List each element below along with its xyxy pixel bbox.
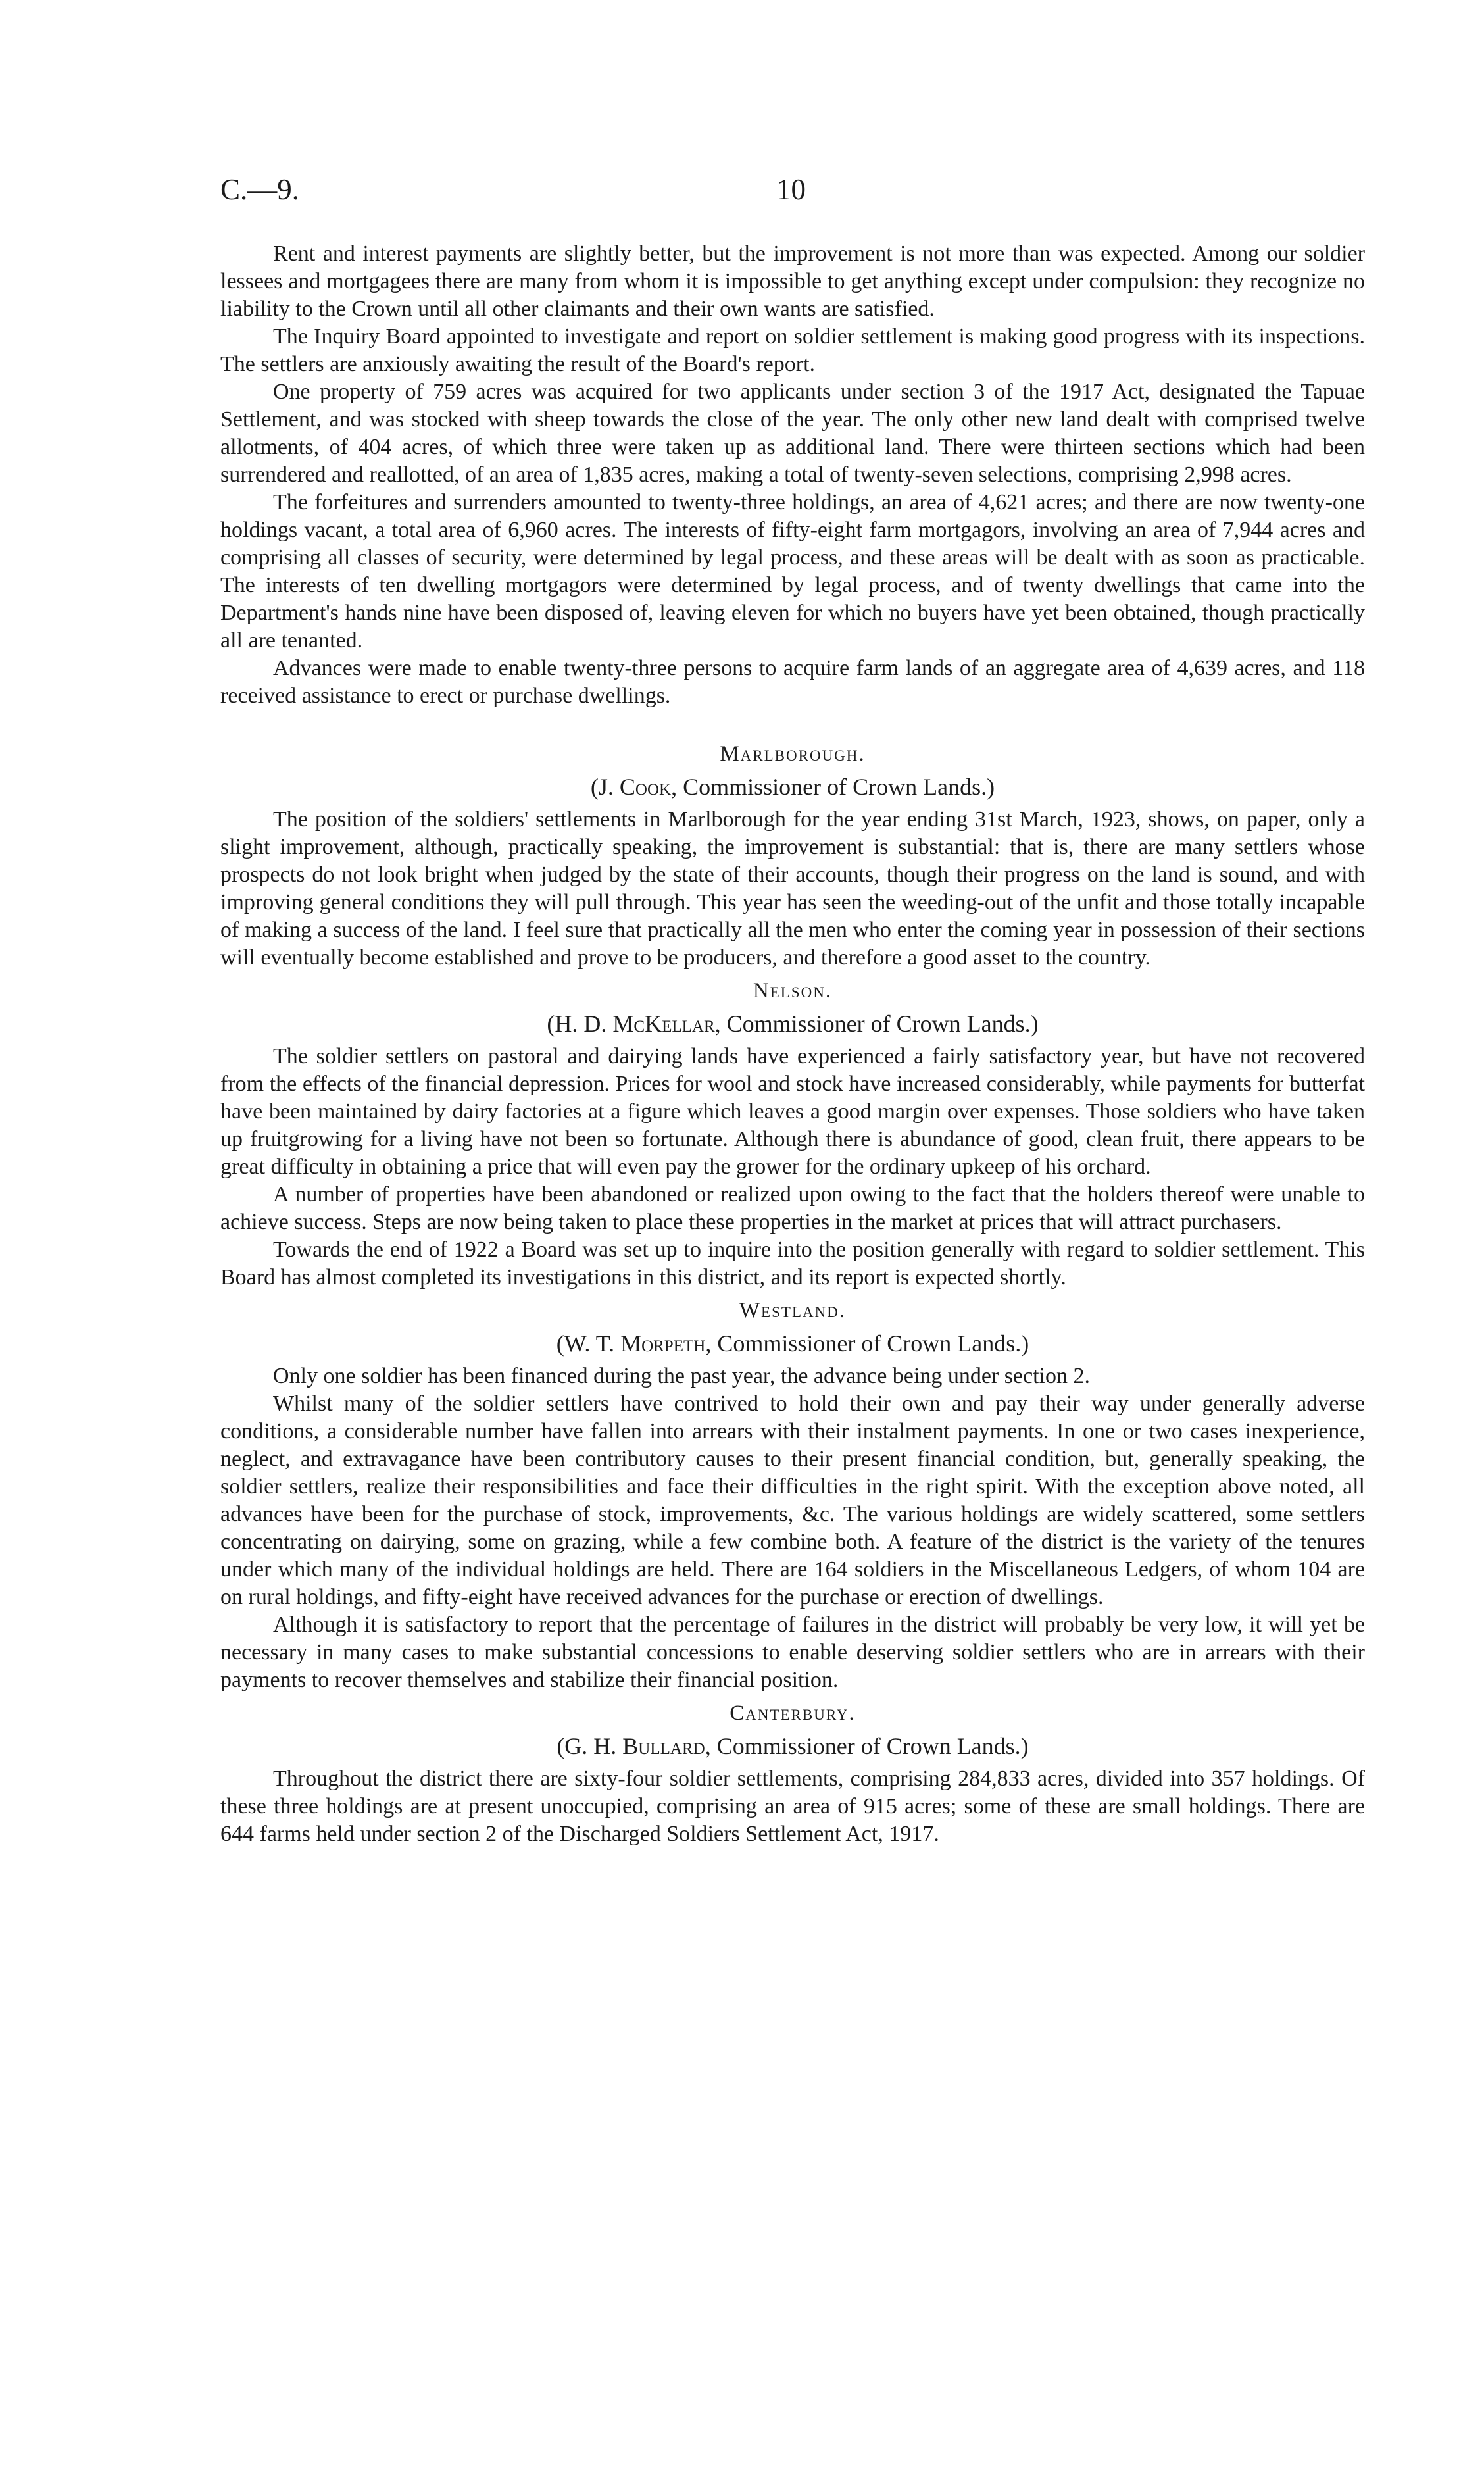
commissioner-name: Bullard [622,1733,705,1759]
document-reference: C.—9. [220,173,300,206]
westland-section [220,1297,1365,1694]
commissioner-suffix: , Commissioner of Crown Lands.) [705,1330,1029,1357]
paragraph: Rent and interest payments are slightly better, but the improvement is not more than was expected. Among our soldier lessees and mortgagees there are many from whom it is impossible to get anything except under compulsion: they recognize no liability to the Crown until all other claimants and their own wants are satisfied. [220,241,1365,321]
intro-section [220,240,1365,710]
section-spacer [220,710,1365,735]
commissioner-prefix: (G. H. [556,1733,623,1759]
paragraph: The Inquiry Board appointed to investigate and report on soldier settlement is making good progress with its inspections. The settlers are anxiously awaiting the result of the Board's report. [220,324,1365,376]
paragraph: Whilst many of the soldier settlers have contrived to hold their own and pay their way under generally adverse conditions, a considerable number have fallen into arrears with their instalment payments. In one or two cases inexperience, neglect, and extravagance have been contributory causes to their present financial condition, but, generally speaking, the soldier settlers, realize their responsibilities and face their difficulties in the right spirit. With the exception above noted, all advances have been for the purchase of stock, improvements, &c. The various holdings are widely scattered, some settlers concentrating on dairying, some on grazing, while a few combine both. A feature of the district is the variety of the tenures under which many of the individual holdings are held. There are 164 soldiers in the Miscellaneous Ledgers, of whom 104 are on rural holdings, and fifty-eight have received advances for the purchase or erection of dwellings. [220,1391,1365,1609]
commissioner-suffix: , Commissioner of Crown Lands.) [671,774,995,800]
nelson-section [220,977,1365,1291]
commissioner-line [220,1732,1365,1760]
canterbury-section [220,1699,1365,1848]
paragraph: Advances were made to enable twenty-three persons to acquire farm lands of an aggregate area of 4,639 acres, and 118 received assistance to erect or purchase dwellings. [220,656,1365,708]
section-heading: Nelson. [753,979,833,1003]
commissioner-prefix: (H. D. [547,1011,613,1037]
paragraph: Only one soldier has been financed during the past year, the advance being under section 2. [273,1364,1091,1388]
section-heading: Westland. [739,1299,847,1322]
paragraph: The forfeitures and surrenders amounted to twenty-three holdings, an area of 4,621 acres; and there are now twenty-one holdings vacant, a total area of 6,960 acres. The interests of fifty-eight farm mortgagors, involving an area of 7,944 acres and comprising all classes of security, were determined by legal process, and these areas will be dealt with as soon as practicable. The interests of ten dwelling mortgagors were determined by legal process, and of twenty dwellings that came into the Department's hands nine have been disposed of, leaving eleven for which no buyers have yet been obtained, though practically all are tenanted. [220,490,1365,653]
commissioner-line [220,773,1365,801]
section-heading: Canterbury. [730,1701,856,1725]
paragraph: The soldier settlers on pastoral and dairying lands have experienced a fairly satisfactory year, but have not recovered from the effects of the financial depression. Prices for wool and stock have increased considerably, while payments for butterfat have been maintained by dairy factories at a figure which leaves a good margin over expenses. Those soldiers who have taken up fruitgrowing for a living have not been so fortunate. Although there is abundance of good, clean fruit, there appears to be great difficulty in obtaining a price that will even pay the grower for the ordinary upkeep of his orchard. [220,1044,1365,1179]
paragraph: Although it is satisfactory to report that the percentage of failures in the district will probably be very low, it will yet be necessary in many cases to make substantial concessions to enable deserving soldier settlers who are in arrears with their payments to recover themselves and stabilize their financial position. [220,1613,1365,1692]
commissioner-line [220,1010,1365,1038]
paragraph: One property of 759 acres was acquired for two applicants under section 3 of the 1917 Act, designated the Tapuae Settlement, and was stocked with sheep towards the close of the year. The only other new land dealt with comprised twelve allotments, of 404 acres, of which three were taken up as additional land. There were thirteen sections which had been surrendered and reallotted, of an area of 1,835 acres, making a total of twenty-seven selections, comprising 2,998 acres. [220,380,1365,487]
commissioner-suffix: , Commissioner of Crown Lands.) [714,1011,1039,1037]
section-heading: Marlborough. [720,742,866,766]
commissioner-prefix: (J. [590,774,620,800]
commissioner-line [220,1330,1365,1357]
paragraph: Throughout the district there are sixty-four soldier settlements, comprising 284,833 acres, divided into 357 holdings. Of these three holdings are at present unoccupied, comprising an area of 915 acres; some of these are small holdings. There are 644 farms held under section 2 of the Discharged Soldiers Settlement Act, 1917. [220,1766,1365,1846]
marlborough-section [220,740,1365,972]
commissioner-name: Cook [619,774,672,800]
commissioner-prefix: (W. T. [556,1330,621,1357]
commissioner-suffix: , Commissioner of Crown Lands.) [705,1733,1029,1759]
page-header [220,172,1365,218]
commissioner-name: Morpeth [620,1330,706,1357]
paragraph: A number of properties have been abandoned or realized upon owing to the fact that the holders thereof were unable to achieve success. Steps are now being taken to place these properties in the market at prices that will attract purchasers. [220,1182,1365,1234]
document-body [220,240,1365,1848]
paragraph: The position of the soldiers' settlements in Marlborough for the year ending 31st March, 1923, shows, on paper, only a slight improvement, although, practically speaking, the improvement is substantial: that is, there are many settlers whose prospects do not look bright when judged by the state of their accounts, though their progress on the land is sound, and with improving general conditions they will pull through. This year has seen the weeding-out of the unfit and those totally incapable of making a success of the land. I feel sure that practically all the men who enter the coming year in possession of their sections will eventually become established and prove to be producers, and therefore a good asset to the country. [220,807,1365,970]
paragraph: Towards the end of 1922 a Board was set up to inquire into the position generally with regard to soldier settlement. This Board has almost completed its investigations in this district, and its report is expected shortly. [220,1238,1365,1290]
page-number: 10 [776,173,806,206]
commissioner-name: McKellar [612,1011,715,1037]
